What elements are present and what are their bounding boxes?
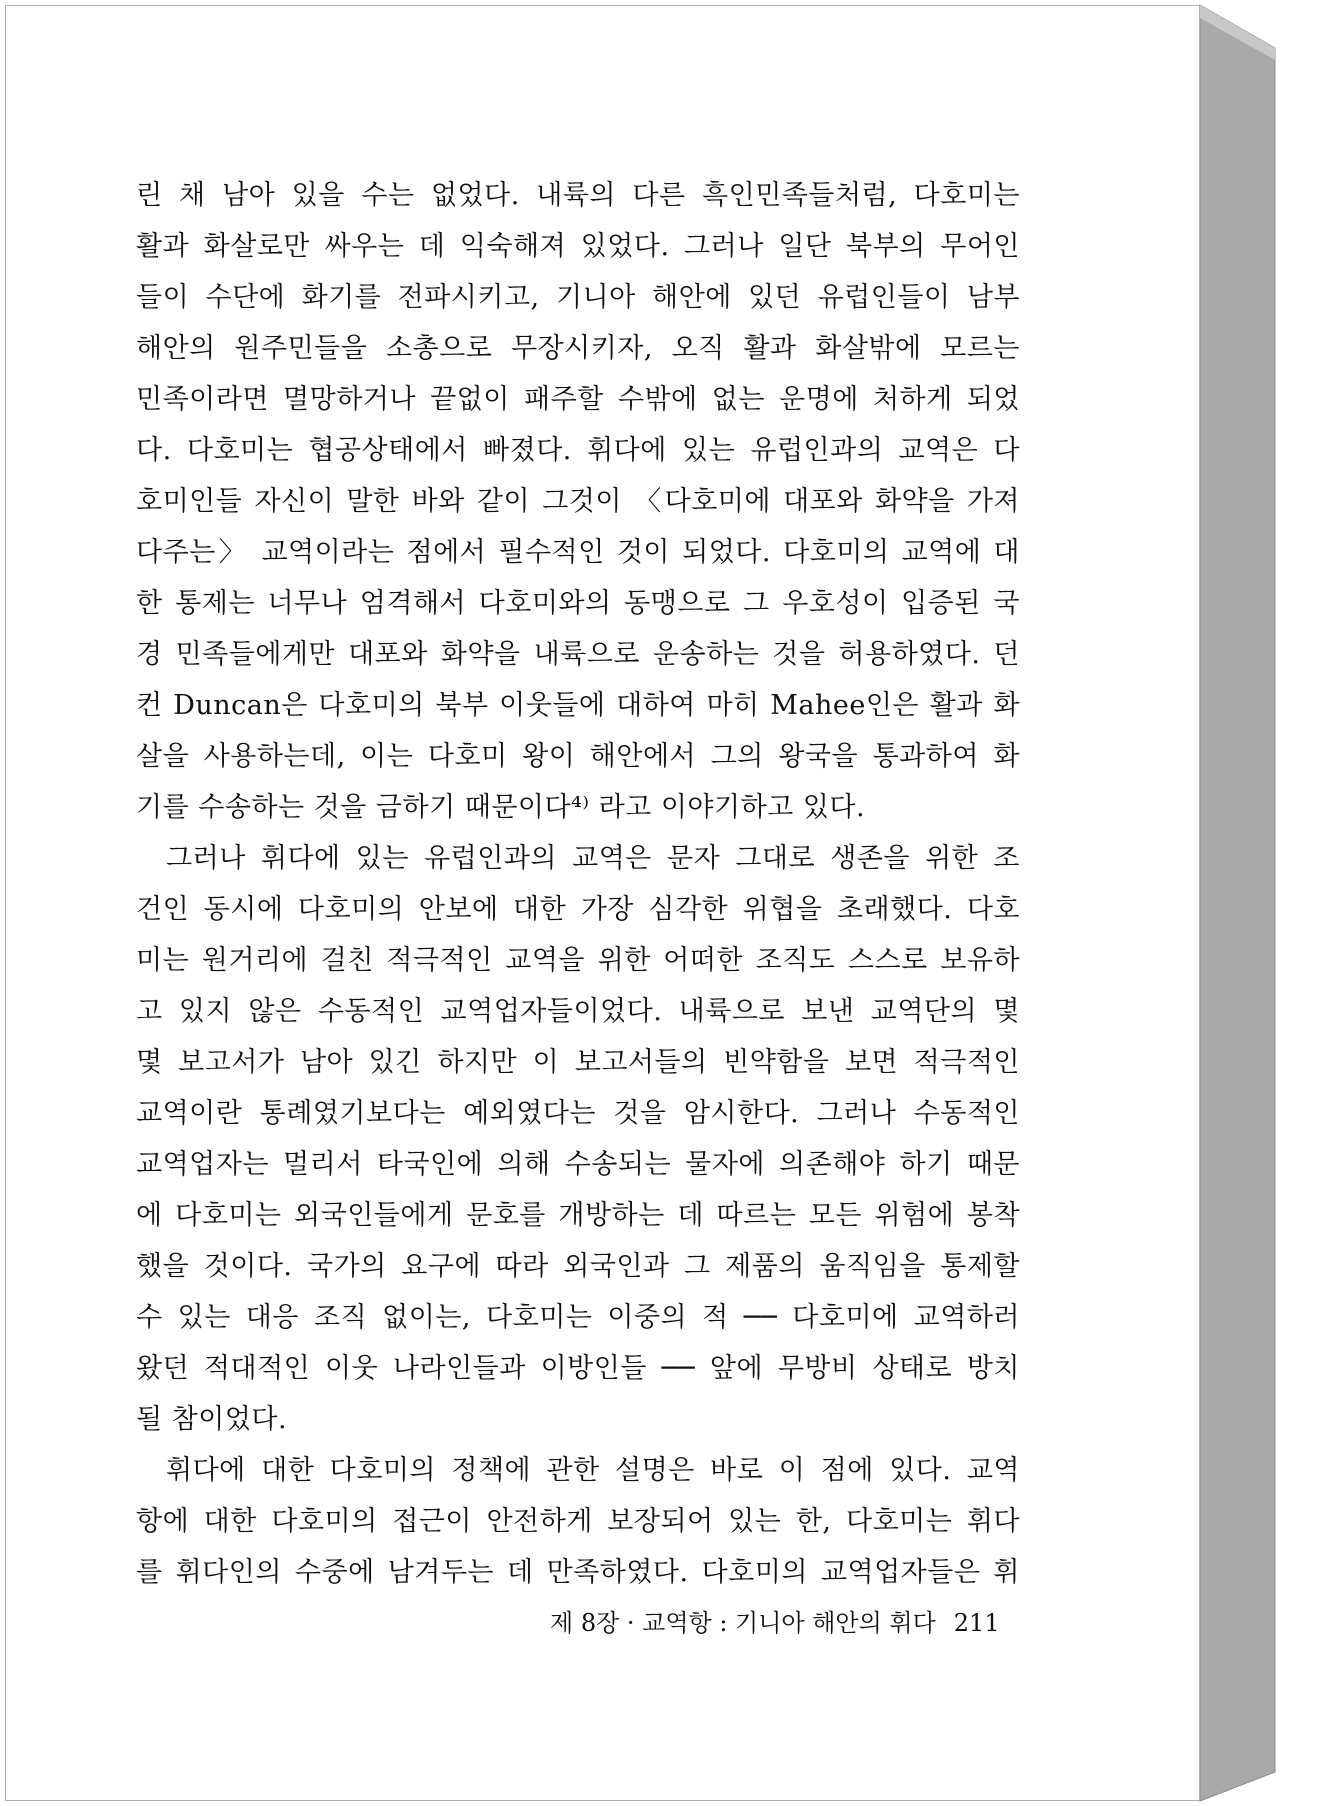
text-line: 휘다에 대한 다호미의 정책에 관한 설명은 바로 이 점에 있다. 교역: [166, 1455, 1020, 1486]
text-line: 교역이란 통례였기보다는 예외였다는 것을 암시한다. 그러나 수동적인: [136, 1098, 1020, 1129]
text-line: 호미인들 자신이 말한 바와 같이 그것이 〈다호미에 대포와 화약을 가져: [136, 486, 1020, 517]
text-line: 왔던 적대적인 이웃 나라인들과 이방인들 ── 앞에 무방비 상태로 방치: [136, 1353, 1020, 1384]
text-line: 될 참이었다.: [136, 1404, 288, 1435]
text-line: 했을 것이다. 국가의 요구에 따라 외국인과 그 제품의 움직임을 통제할: [136, 1251, 1020, 1282]
text-line: 항에 대한 다호미의 접근이 안전하게 보장되어 있는 한, 다호미는 휘다: [136, 1506, 1020, 1537]
body-text: [136, 170, 1020, 1598]
text-line: 교역업자는 멀리서 타국인에 의해 수송되는 물자에 의존해야 하기 때문: [136, 1149, 1020, 1180]
text-line: 해안의 원주민들을 소총으로 무장시키자, 오직 활과 화살밖에 모르는: [136, 333, 1020, 364]
text-line: 들이 수단에 화기를 전파시키고, 기니아 해안에 있던 유럽인들이 남부: [136, 282, 1020, 313]
page-footer: [550, 1605, 1010, 1641]
text-line: 기를 수송하는 것을 금하기 때문이다⁴⁾ 라고 이야기하고 있다.: [136, 792, 866, 823]
text-line: 에 다호미는 외국인들에게 문호를 개방하는 데 따르는 모든 위험에 봉착: [136, 1200, 1020, 1231]
text-line: 한 통제는 너무나 엄격해서 다호미와의 동맹으로 그 우호성이 입증된 국: [136, 588, 1020, 619]
text-line: 린 채 남아 있을 수는 없었다. 내륙의 다른 흑인민족들처럼, 다호미는: [136, 180, 1020, 211]
text-line: 다. 다호미는 협공상태에서 빠졌다. 휘다에 있는 유럽인과의 교역은 다: [136, 435, 1020, 466]
text-line: 수 있는 대응 조직 없이는, 다호미는 이중의 적 ── 다호미에 교역하러: [136, 1302, 1020, 1333]
text-line: 컨 Duncan은 다호미의 북부 이웃들에 대하여 마히 Mahee인은 활과 화: [136, 690, 1020, 721]
text-line: 다주는〉 교역이라는 점에서 필수적인 것이 되었다. 다호미의 교역에 대: [136, 537, 1020, 568]
page-number: 211: [953, 1609, 1000, 1637]
text-line: 민족이라면 멸망하거나 끝없이 패주할 수밖에 없는 운명에 처하게 되었: [136, 384, 1020, 415]
text-line: 살을 사용하는데, 이는 다호미 왕이 해안에서 그의 왕국을 통과하여 화: [136, 741, 1020, 772]
text-line: 를 휘다인의 수중에 남겨두는 데 만족하였다. 다호미의 교역업자들은 휘: [136, 1557, 1020, 1588]
text-line: 건인 동시에 다호미의 안보에 대한 가장 심각한 위협을 초래했다. 다호: [136, 894, 1020, 925]
text-line: 경 민족들에게만 대포와 화약을 내륙으로 운송하는 것을 허용하였다. 던: [136, 639, 1020, 670]
text-line: 고 있지 않은 수동적인 교역업자들이었다. 내륙으로 보낸 교역단의 몇: [136, 996, 1020, 1027]
text-line: 활과 화살로만 싸우는 데 익숙해져 있었다. 그러나 일단 북부의 무어인: [136, 231, 1020, 262]
text-line: 몇 보고서가 남아 있긴 하지만 이 보고서들의 빈약함을 보면 적극적인: [136, 1047, 1020, 1078]
text-line: 그러나 휘다에 있는 유럽인과의 교역은 문자 그대로 생존을 위한 조: [166, 843, 1020, 874]
running-head: 제 8장 · 교역항 : 기니아 해안의 휘다: [550, 1609, 936, 1637]
text-line: 미는 원거리에 걸친 적극적인 교역을 위한 어떠한 조직도 스스로 보유하: [136, 945, 1020, 976]
